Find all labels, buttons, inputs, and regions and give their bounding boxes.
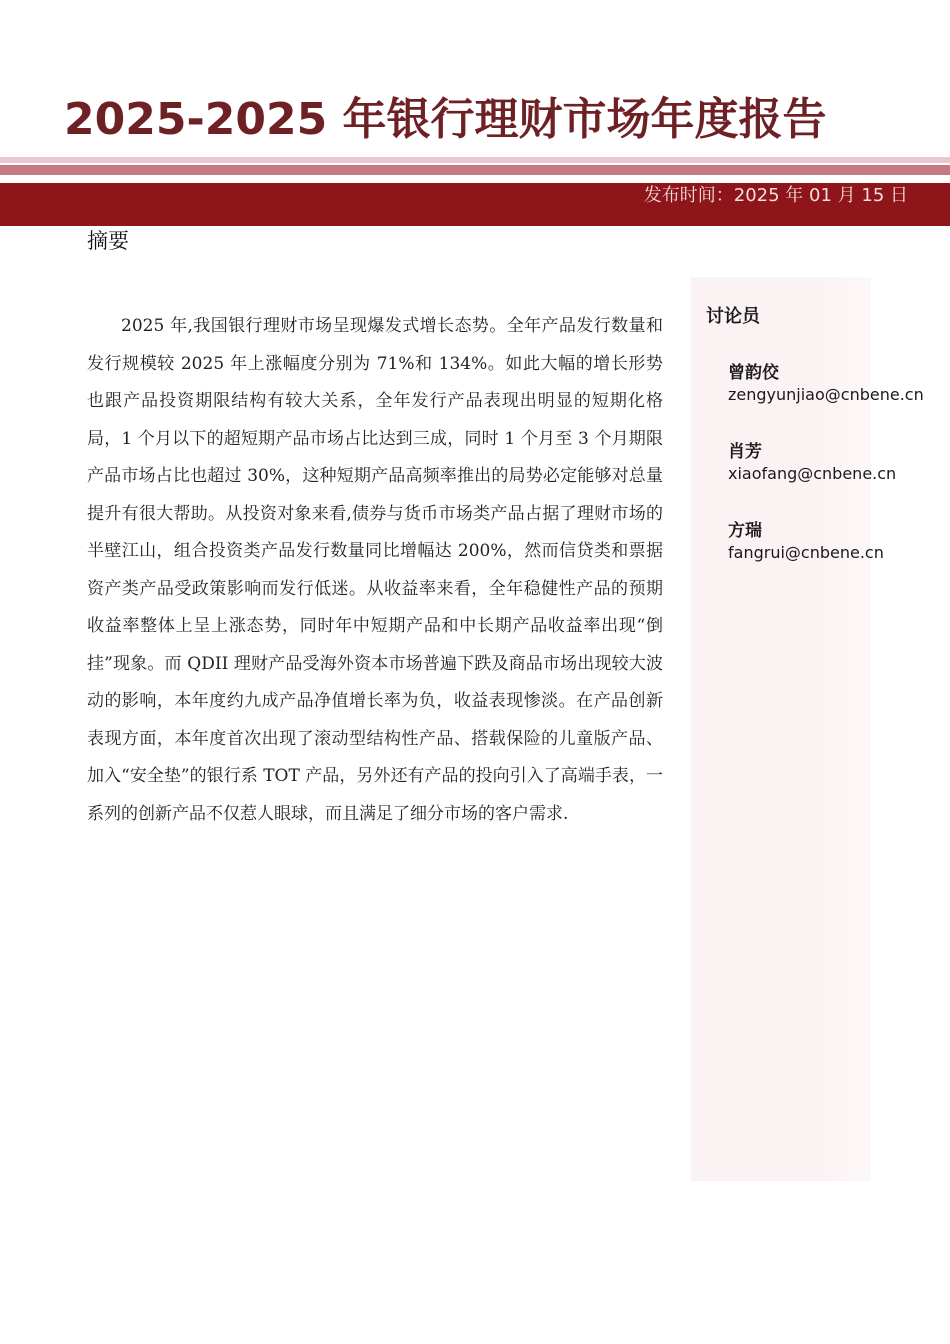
abstract-body: 2025 年,我国银行理财市场呈现爆发式增长态势。全年产品发行数量和发行规模较 2025 年上涨幅度分别为 71%和 134%。如此大幅的增长形势也跟产品投资期限结构有较大关系，全年发行产品表现出明显的短期化格局，1 个月以下的超短期产品市场占比达到三成，同时 1 个月至 3 个月期限产品市场占比也超过 30%，这种短期产品高频率推出的局势必定能够对总量提升有很大帮助。从投资对象来看,债券与货币市场类产品占据了理财市场的半壁江山，组合投资类产品发行数量同比增幅达 200%，然而信贷类和票据资产类产品受政策影响而发行低迷。从收益率来看，全年稳健性产品的预期收益率整体上呈上涨态势，同时年中短期产品和中长期产品收益率出现“倒挂”现象。而 QDII 理财产品受海外资本市场普遍下跌及商品市场出现较大波动的影响，本年度约九成产品净值增长率为负，收益表现惨淡。在产品创新表现方面，本年度首次出现了滚动型结构性产品、搭载保险的儿童版产品、加入“安全垫”的银行系 TOT 产品，另外还有产品的投向引入了高端手表，一系列的创新产品不仅惹人眼球，而且满足了细分市场的客户需求. [87, 316, 663, 824]
header-stripe-mid [0, 165, 950, 175]
header-stripe-light [0, 157, 950, 163]
report-title: 2025-2025 年银行理财市场年度报告 [64, 94, 827, 145]
analyst-card [728, 520, 943, 564]
analyst-email[interactable]: xiaofang@cnbene.cn [728, 464, 897, 483]
publish-date: 发布时间：2025 年 01 月 15 日 [643, 185, 908, 206]
analyst-name: 方瑞 [728, 521, 762, 541]
analyst-email[interactable]: fangrui@cnbene.cn [728, 543, 884, 562]
date-bar [0, 183, 950, 226]
analyst-card [728, 441, 943, 485]
analyst-name: 肖芳 [728, 442, 762, 462]
analyst-card [728, 362, 943, 406]
abstract-heading: 摘要 [87, 229, 129, 253]
sidebar-heading: 讨论员 [706, 306, 760, 327]
analyst-sidebar [691, 277, 871, 1181]
analyst-email[interactable]: zengyunjiao@cnbene.cn [728, 385, 924, 404]
analyst-name: 曾韵佼 [728, 363, 779, 383]
